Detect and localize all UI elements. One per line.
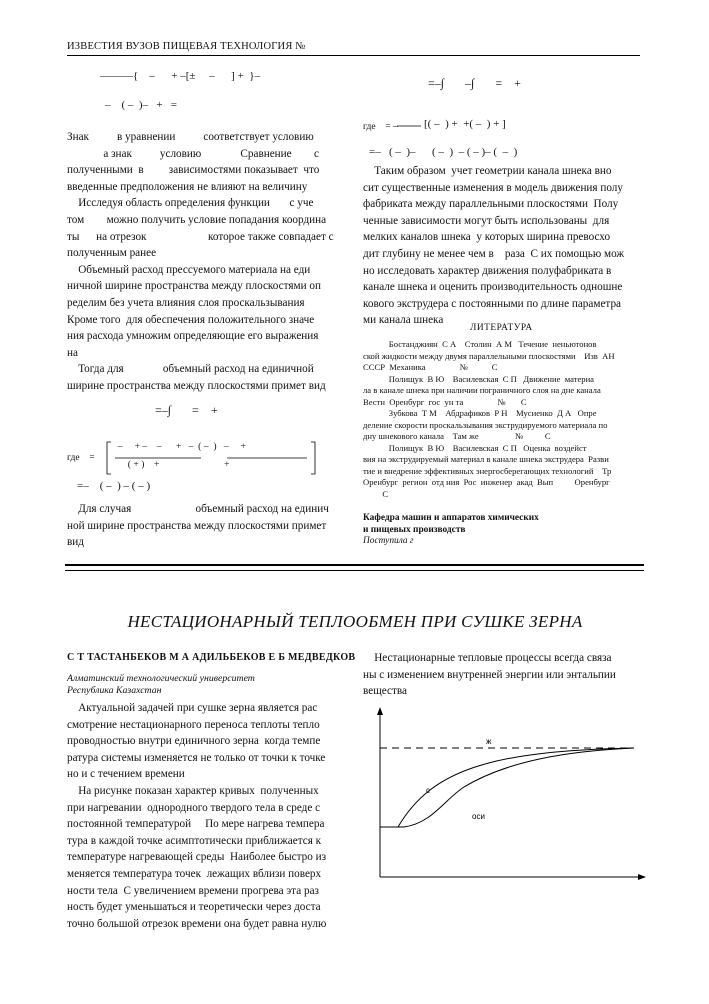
text-line: сит существенные изменения в модель движения полу bbox=[363, 181, 623, 194]
text-line: полученным ранее bbox=[67, 247, 157, 260]
reference-line: Полищук В Ю Василевская С П Движение материа bbox=[363, 373, 594, 384]
heating-curves-figure bbox=[372, 705, 648, 885]
text-line: кового экструдера с постоянными по длине параметра bbox=[363, 297, 621, 310]
formula-1-bottom: – ( – )– + = bbox=[105, 99, 177, 111]
department-line: Кафедра машин и аппаратов химических bbox=[363, 513, 539, 523]
x-axis-arrow bbox=[638, 874, 646, 880]
text-line: ния расхода умножим определяющие его выражения bbox=[67, 330, 319, 343]
label-surface: с bbox=[426, 786, 430, 795]
text-line: Исследуя область определения функции с уче bbox=[67, 197, 314, 210]
text-line: том можно получить условие попадания координа bbox=[67, 213, 327, 226]
authors: С Т ТАСТАНБЕКОВ М А АДИЛЬБЕКОВ Е Б МЕДВЕДКОВ bbox=[67, 652, 356, 663]
reference-line: ской жидкости между двумя параллельными плоскостями Изв АН bbox=[363, 350, 615, 361]
department bbox=[363, 513, 539, 536]
text-line: Для случая объемный расход на единич bbox=[67, 503, 329, 515]
formula-4: =–∫ –∫ = + bbox=[428, 76, 521, 90]
journal-header: ИЗВЕСТИЯ ВУЗОВ ПИЩЕВАЯ ТЕХНОЛОГИЯ № bbox=[67, 41, 306, 52]
reference-line: Вестн Оренбург гос ун та № С bbox=[363, 396, 527, 407]
text-line: Объемный расход прессуемого материала на еди bbox=[67, 263, 311, 276]
text-line: меняется температура точек лежащих вблизи поверх bbox=[67, 867, 322, 880]
formula-6: =– ( – )– ( – ) – ( – )– ( – ) bbox=[369, 146, 518, 158]
label-axis: оси bbox=[472, 812, 485, 821]
formula-3-label: где = bbox=[67, 452, 95, 463]
text-line: ны с изменением внутренней энергии или энтальпии bbox=[363, 668, 616, 681]
text-line: точно большой отрезок времени она будет равна нулю bbox=[67, 917, 327, 930]
text-line: полученными в зависимостями показывает что bbox=[67, 164, 320, 177]
text-line: ределим без учета влияния слоя проскальзывания bbox=[67, 296, 305, 309]
formula-1-top: ———{ – + –[± – ] + }– bbox=[100, 70, 261, 82]
header-rule bbox=[67, 55, 640, 56]
text-line: температуре нагревающей среды Наиболее быстро из bbox=[67, 851, 327, 864]
text-line: Таким образом учет геометрии канала шнека вно bbox=[363, 165, 612, 177]
text-line: но и с течением времени bbox=[67, 768, 185, 781]
formula-3-bottom: ( + ) + + bbox=[123, 459, 230, 470]
formula-5-fraction bbox=[395, 116, 423, 138]
section-separator-thin bbox=[65, 570, 644, 571]
text-line: введенные предположения не влияют на величину bbox=[67, 180, 308, 193]
reference-line: СССР Механика № С bbox=[363, 362, 498, 372]
text-line: при нагревании однородного твердого тела в среде с bbox=[67, 801, 321, 814]
formula-2: =–∫ = + bbox=[155, 403, 218, 417]
formula-3-tail: =– ( – ) – ( – ) bbox=[77, 480, 151, 492]
reference-line: тие и внедрение эффективных энергосберегающих технологий Тр bbox=[363, 465, 612, 476]
text-line: ширине пространства между плоскостями примет вид bbox=[67, 379, 326, 392]
text-line: На рисунке показан характер кривых полученных bbox=[67, 784, 319, 797]
references-heading: ЛИТЕРАТУРА bbox=[470, 323, 533, 333]
text-line: смотрение нестационарного переноса теплоты тепло bbox=[67, 718, 320, 731]
text-line: мелких каналов шнека у которых ширина превосхо bbox=[363, 231, 611, 244]
reference-line: Зубкова Т М Абдрафиков Р Н Мусиенко Д А Опре bbox=[363, 408, 597, 418]
surface-temperature-curve bbox=[398, 748, 634, 827]
text-line: вещества bbox=[363, 685, 407, 698]
text-line: ратура системы изменяется не только от точки к точке bbox=[67, 751, 326, 764]
reference-line: деление скорости проскальзывания экструдируемого материала по bbox=[363, 419, 608, 430]
text-line: ничной ширине пространства между плоскостями оп bbox=[67, 280, 321, 293]
article2-left-paragraph bbox=[67, 700, 345, 932]
text-line: ми канала шнека bbox=[363, 314, 444, 327]
text-line: Актуальной задачей при сушке зерна является рас bbox=[67, 702, 318, 714]
reference-line: дну шнекового канала Там же № С bbox=[363, 431, 551, 441]
reference-line: вия на экструдируемый материал в канале шнека экструдера Разви bbox=[363, 454, 609, 464]
affiliation: Алматинский технологический университет bbox=[67, 673, 255, 684]
formula-3-top: – + – – + – ( – ) – + bbox=[113, 441, 246, 452]
text-line: а знак условию Сравнение с bbox=[67, 147, 319, 160]
reference-line: Бостанджиян С А Столин А М Течение неньютонов bbox=[363, 339, 597, 349]
text-line: постоянной температурой По мере нагрева темпера bbox=[67, 818, 325, 831]
axis-temperature-curve bbox=[380, 748, 634, 827]
department-line: и пищевых производств bbox=[363, 524, 466, 535]
text-line: ности тела С увеличением времени прогрева эта раз bbox=[67, 884, 319, 897]
label-env: ж bbox=[486, 737, 492, 746]
formula-5: [( – ) + +( – ) + ] bbox=[424, 118, 506, 130]
text-line: ты на отрезок которое также совпадает с bbox=[67, 230, 334, 243]
article-title: НЕСТАЦИОНАРНЫЙ ТЕПЛООБМЕН ПРИ СУШКЕ ЗЕРНА bbox=[127, 612, 583, 631]
text-line: но исследовать характер движения полуфабриката в bbox=[363, 264, 612, 277]
affiliation-country: Республика Казахстан bbox=[67, 685, 162, 696]
text-line: канале шнека и оценить производительность одношне bbox=[363, 281, 623, 294]
formula-5-label: где = – bbox=[363, 121, 398, 132]
article2-right-paragraph bbox=[363, 650, 640, 700]
section-separator-thick bbox=[65, 564, 644, 566]
text-line: Знак в уравнении соответствует условию bbox=[67, 131, 314, 143]
text-line: тура в каждой точке асимптотически приближается к bbox=[67, 834, 322, 847]
left-paragraph-2 bbox=[67, 501, 345, 551]
reference-line: ла в канале шнека при наличии пограничного слоя на дне канала bbox=[363, 385, 601, 395]
text-line: ной ширине пространства между плоскостями примет bbox=[67, 519, 327, 532]
text-line: фабриката между параллельными плоскостями Полу bbox=[363, 198, 619, 211]
received-date: Поступила г bbox=[363, 536, 414, 546]
right-paragraph bbox=[363, 163, 640, 329]
text-line: ность будет уменьшаться и теоретически через доста bbox=[67, 901, 321, 914]
y-axis-arrow bbox=[377, 707, 383, 715]
reference-line: С bbox=[363, 488, 389, 499]
text-line: Кроме того для обеспечения положительного значе bbox=[67, 313, 315, 326]
text-line: проводностью внутри единичного зерна когда темпе bbox=[67, 735, 321, 748]
reference-line: Оренбург регион отд ния Рос инженер акад Вып Оренбург bbox=[363, 477, 610, 487]
text-line: ченные зависимости могут быть использованы для bbox=[363, 214, 610, 227]
text-line: на bbox=[67, 346, 78, 359]
reference-line: Полищук В Ю Василевская С П Оценка воздейст bbox=[363, 442, 587, 453]
references-list bbox=[363, 339, 640, 500]
left-paragraph-1 bbox=[67, 129, 345, 395]
text-line: дит глубину не менее чем в раза С их помощью мож bbox=[363, 247, 625, 260]
text-line: вид bbox=[67, 536, 84, 549]
text-line: Тогда для объемный расход на единичной bbox=[67, 363, 314, 376]
text-line: Нестационарные тепловые процессы всегда связа bbox=[363, 652, 612, 664]
